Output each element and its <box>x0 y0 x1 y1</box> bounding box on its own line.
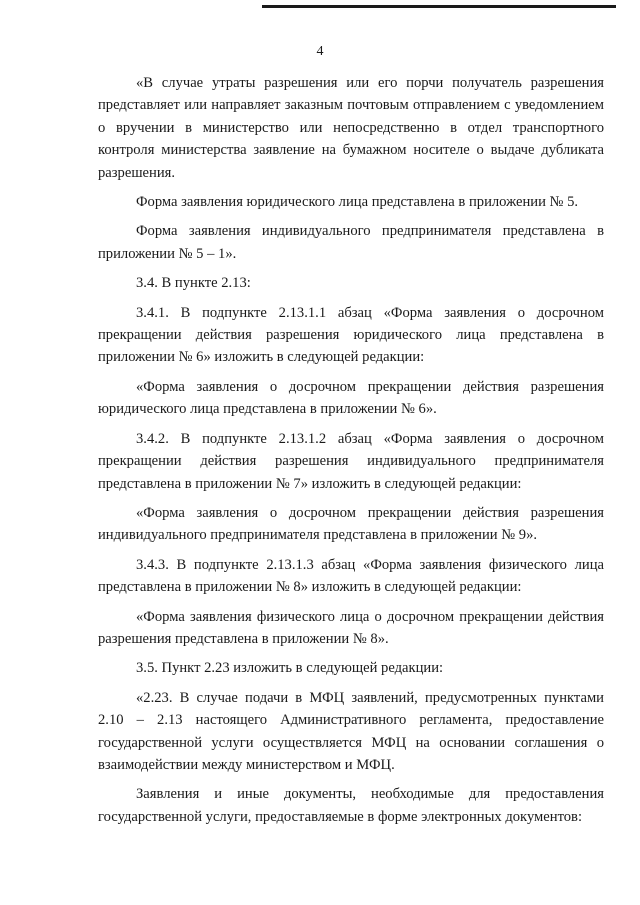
page-number: 4 <box>316 44 324 59</box>
paragraph-item-2-23: «2.23. В случае подачи в МФЦ заявлений, предусмотренных пунктами 2.10 – 2.13 настоящего Административного регламента, предоставление государственной услуги осуществляется МФЦ на основании соглашения о взаимодействии между министерством и МФЦ. <box>98 689 604 773</box>
paragraph-item-3-4: 3.4. В пункте 2.13: <box>136 275 251 292</box>
paragraph-form-entrepreneur: Форма заявления индивидуального предпринимателя представлена в приложении № 5 – 1». <box>98 223 604 262</box>
paragraph-item-3-5: 3.5. Пункт 2.23 изложить в следующей редакции: <box>136 660 444 677</box>
paragraph-quote-3-4-1: «Форма заявления о досрочном прекращении действия разрешения юридического лица представлена в приложении № 6». <box>98 378 604 418</box>
paragraph-quote-3-4-3: «Форма заявления физического лица о досрочном прекращении действия разрешения представлена в приложении № 8». <box>98 608 604 647</box>
paragraph-electronic-documents: Заявления и иные документы, необходимые для предоставления государственной услуги, предоставляемые в форме электронных документов: <box>98 786 604 825</box>
top-rule <box>262 5 616 8</box>
paragraph-form-legal-entity: Форма заявления юридического лица представлена в приложении № 5. <box>136 194 579 211</box>
paragraph-item-3-4-3: 3.4.3. В подпункте 2.13.1.3 абзац «Форма заявления физического лица представлена в приложении № 8» изложить в следующей редакции: <box>98 556 604 596</box>
paragraph-item-3-4-2: 3.4.2. В подпункте 2.13.1.2 абзац «Форма заявления о досрочном прекращении действия разрешения индивидуального предпринимателя представлена в приложении № 7» изложить в следующей редакции: <box>98 430 604 492</box>
paragraph-duplicate-permit: «В случае утраты разрешения или его порчи получатель разрешения представляет или направляет заказным почтовым отправлением с уведомлением о вручении в министерство или непосредственно в отдел транспортного контроля министерства заявление на бумажном носителе о выдаче дубликата разрешения. <box>98 75 604 181</box>
paragraph-quote-3-4-2: «Форма заявления о досрочном прекращении действия разрешения индивидуального предпринимателя представлена в приложении № 9». <box>98 504 604 544</box>
paragraph-item-3-4-1: 3.4.1. В подпункте 2.13.1.1 абзац «Форма заявления о досрочном прекращении действия разрешения юридического лица представлена в приложении № 6» изложить в следующей редакции: <box>98 304 604 366</box>
document-body <box>98 72 604 835</box>
